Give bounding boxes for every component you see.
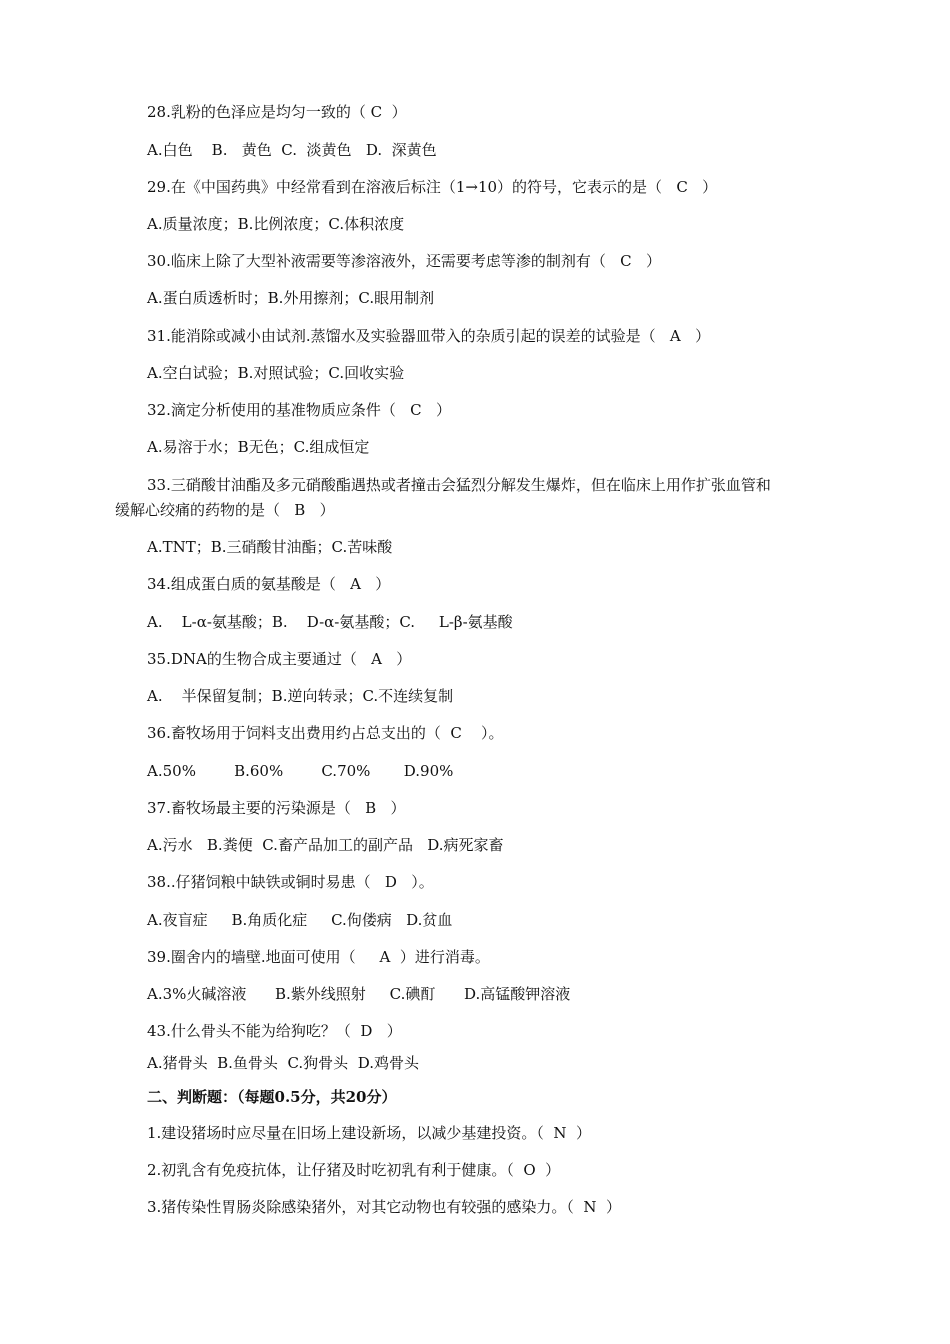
question-43: 43.什么骨头不能为给狗吃？（ D ）: [147, 1022, 402, 1040]
options-33: A.TNT；B.三硝酸甘油酯；C.苦味酸: [147, 538, 393, 556]
options-29: A.质量浓度；B.比例浓度；C.体积浓度: [147, 215, 405, 233]
options-43: A.猪骨头 B.鱼骨头 C.狗骨头 D.鸡骨头: [147, 1054, 419, 1072]
true-false-3: 3.猪传染性胃肠炎除感染猪外，对其它动物也有较强的感染力。（ N ）: [147, 1198, 622, 1216]
question-33-line-2: 缓解心绞痛的药物的是（ B ）: [115, 501, 335, 519]
options-31: A.空白试验；B.对照试验；C.回收实验: [147, 364, 405, 382]
options-35: A. 半保留复制；B.逆向转录；C.不连续复制: [147, 687, 454, 705]
question-37: 37.畜牧场最主要的污染源是（ B ）: [147, 799, 406, 817]
options-39: A.3%火碱溶液 B.紫外线照射 C.碘酊 D.高锰酸钾溶液: [147, 985, 571, 1003]
question-38: 38..仔猪饲粮中缺铁或铜时易患（ D ）。: [147, 873, 434, 891]
question-30: 30.临床上除了大型补液需要等渗溶液外，还需要考虑等渗的制剂有（ C ）: [147, 252, 661, 270]
true-false-2: 2.初乳含有免疫抗体，让仔猪及时吃初乳有利于健康。（ O ）: [147, 1161, 561, 1179]
true-false-1: 1.建设猪场时应尽量在旧场上建设新场，以减少基建投资。（ N ）: [147, 1124, 592, 1142]
question-28: 28.乳粉的色泽应是均匀一致的（ C ）: [147, 103, 407, 121]
question-32: 32.滴定分析使用的基准物质应条件（ C ）: [147, 401, 451, 419]
question-39: 39.圈舍内的墙壁.地面可使用（ A ）进行消毒。: [147, 948, 490, 966]
question-31: 31.能消除或减小由试剂.蒸馏水及实验器皿带入的杂质引起的误差的试验是（ A ）: [147, 327, 711, 345]
options-37: A.污水 B.粪便 C.畜产品加工的副产品 D.病死家畜: [147, 836, 504, 854]
options-30: A.蛋白质透析时；B.外用擦剂；C.眼用制剂: [147, 289, 435, 307]
question-33-line-1: 33.三硝酸甘油酯及多元硝酸酯遇热或者撞击会猛烈分解发生爆炸，但在临床上用作扩张血管和: [147, 476, 771, 494]
question-29: 29.在《中国药典》中经常看到在溶液后标注（1→10）的符号，它表示的是（ C ）: [147, 178, 718, 196]
question-36: 36.畜牧场用于饲料支出费用约占总支出的（ C ）。: [147, 724, 504, 742]
options-34: A. L-α-氨基酸；B. D-α-氨基酸；C. L-β-氨基酸: [147, 613, 513, 631]
options-36: A.50% B.60% C.70% D.90%: [147, 762, 454, 780]
options-38: A.夜盲症 B.角质化症 C.佝偻病 D.贫血: [147, 911, 453, 929]
options-28: A.白色 B. 黄色 C. 淡黄色 D. 深黄色: [147, 141, 437, 159]
section-heading-true-false: 二、判断题：（每题0.5分，共20分）: [147, 1088, 397, 1106]
options-32: A.易溶于水；B无色；C.组成恒定: [147, 438, 370, 456]
question-35: 35.DNA的生物合成主要通过（ A ）: [147, 650, 412, 668]
question-34: 34.组成蛋白质的氨基酸是（ A ）: [147, 575, 391, 593]
